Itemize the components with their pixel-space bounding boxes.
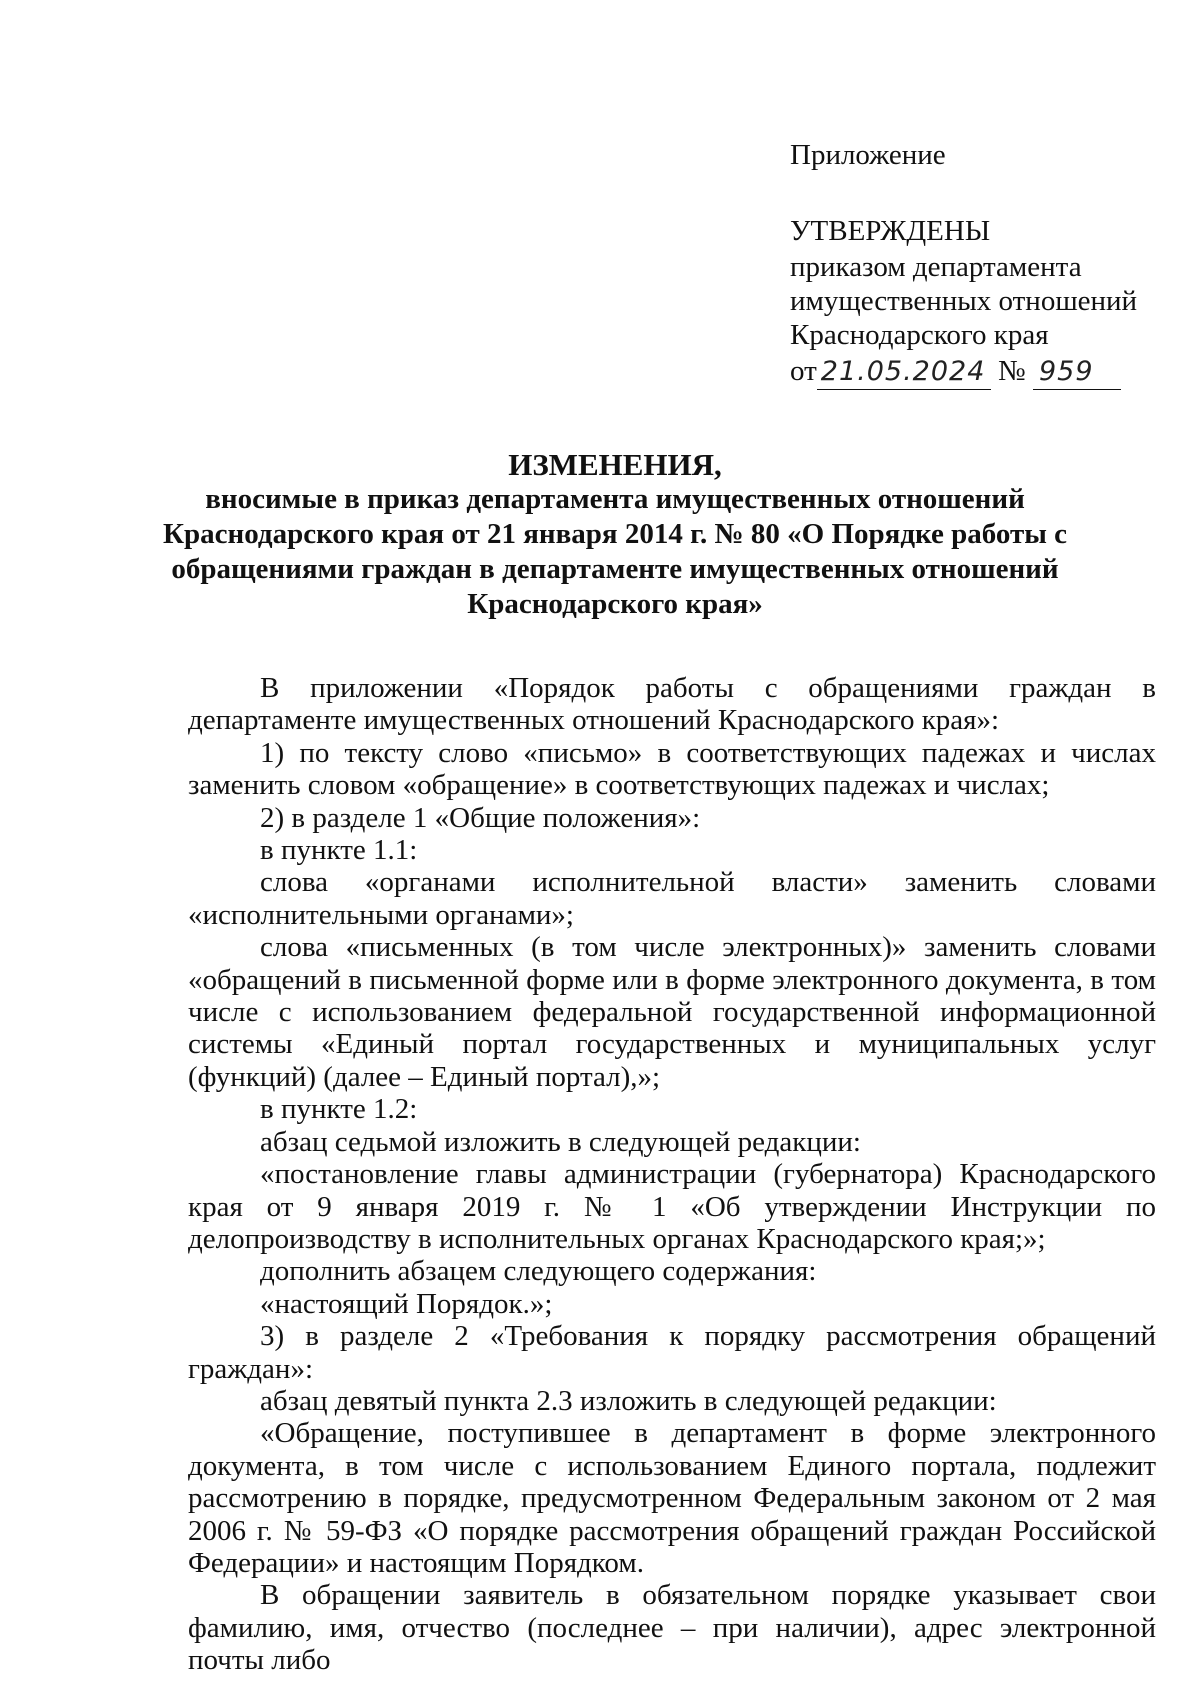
paragraph: 1) по тексту слово «письмо» в соответствующих падежах и числах заменить словом «обращение» в соответствующих падежах и числах;: [188, 736, 1156, 802]
number-label: №: [998, 355, 1026, 387]
appendix-label: Приложение: [790, 139, 946, 171]
handwritten-number: 959: [1033, 355, 1121, 390]
paragraph: дополнить абзацем следующего содержания:: [260, 1255, 817, 1288]
paragraph: абзац седьмой изложить в следующей редакции:: [260, 1125, 861, 1158]
title-subtitle: вносимые в приказ департамента имущественных отношений Краснодарского края от 21 января 2014 г. № 80 «О Порядке работы с обращениями граждан в департаменте имущественных отношений Краснодарского края»: [163, 483, 1067, 620]
order-reference: [790, 354, 1170, 390]
approval-line-1: приказом департамента: [790, 251, 1082, 283]
paragraph: 3) в разделе 2 «Требования к порядку рассмотрения обращений граждан»:: [188, 1320, 1156, 1385]
approval-block: [790, 138, 1170, 390]
paragraph: абзац девятый пункта 2.3 изложить в следующей редакции:: [260, 1384, 997, 1417]
paragraph: В обращении заявитель в обязательном порядке указывает свои фамилию, имя, отчество (последнее – при наличии), адрес электронной почты либо: [188, 1579, 1156, 1677]
paragraph: В приложении «Порядок работы с обращениями граждан в департаменте имущественных отношений Краснодарского края»:: [188, 672, 1156, 737]
paragraph: слова «органами исполнительной власти» заменить словами «исполнительными органами»;: [188, 866, 1156, 931]
document-title: [150, 447, 1080, 622]
paragraph: в пункте 1.2:: [260, 1093, 418, 1126]
approval-line-3: Краснодарского края: [790, 319, 1049, 351]
handwritten-date: 21.05.2024: [817, 355, 991, 390]
paragraph: «Обращение, поступившее в департамент в форме электронного документа, в том числе с использованием Единого портала, подлежит рассмотрению в порядке, предусмотренном Федеральным законом от 2 мая 2006 г. № 59-ФЗ «О порядке рассмотрения обращений граждан Российской Федерации» и настоящим Порядком.: [188, 1417, 1156, 1579]
paragraph: 2) в разделе 1 «Общие положения»:: [260, 801, 701, 834]
from-label: от: [790, 355, 817, 387]
paragraph: «настоящий Порядок.»;: [260, 1287, 553, 1320]
document-body: [188, 672, 1156, 1677]
paragraph: в пункте 1.1:: [260, 834, 418, 867]
approved-label: УТВЕРЖДЕНЫ: [790, 215, 991, 247]
paragraph: слова «письменных (в том числе электронных)» заменить словами «обращений в письменной форме или в форме электронного документа, в том числе с использованием федеральной государственной информационной системы «Единый портал государственных и муниципальных услуг (функций) (далее – Единый портал),»;: [188, 931, 1156, 1093]
approval-line-2: имущественных отношений: [790, 285, 1138, 317]
title-main: ИЗМЕНЕНИЯ,: [508, 447, 722, 482]
paragraph: «постановление главы администрации (губернатора) Краснодарского края от 9 января 2019 г. № 1 «Об утверждении Инструкции по делопроизводству в исполнительных органах Краснодарского края;»;: [188, 1158, 1156, 1255]
